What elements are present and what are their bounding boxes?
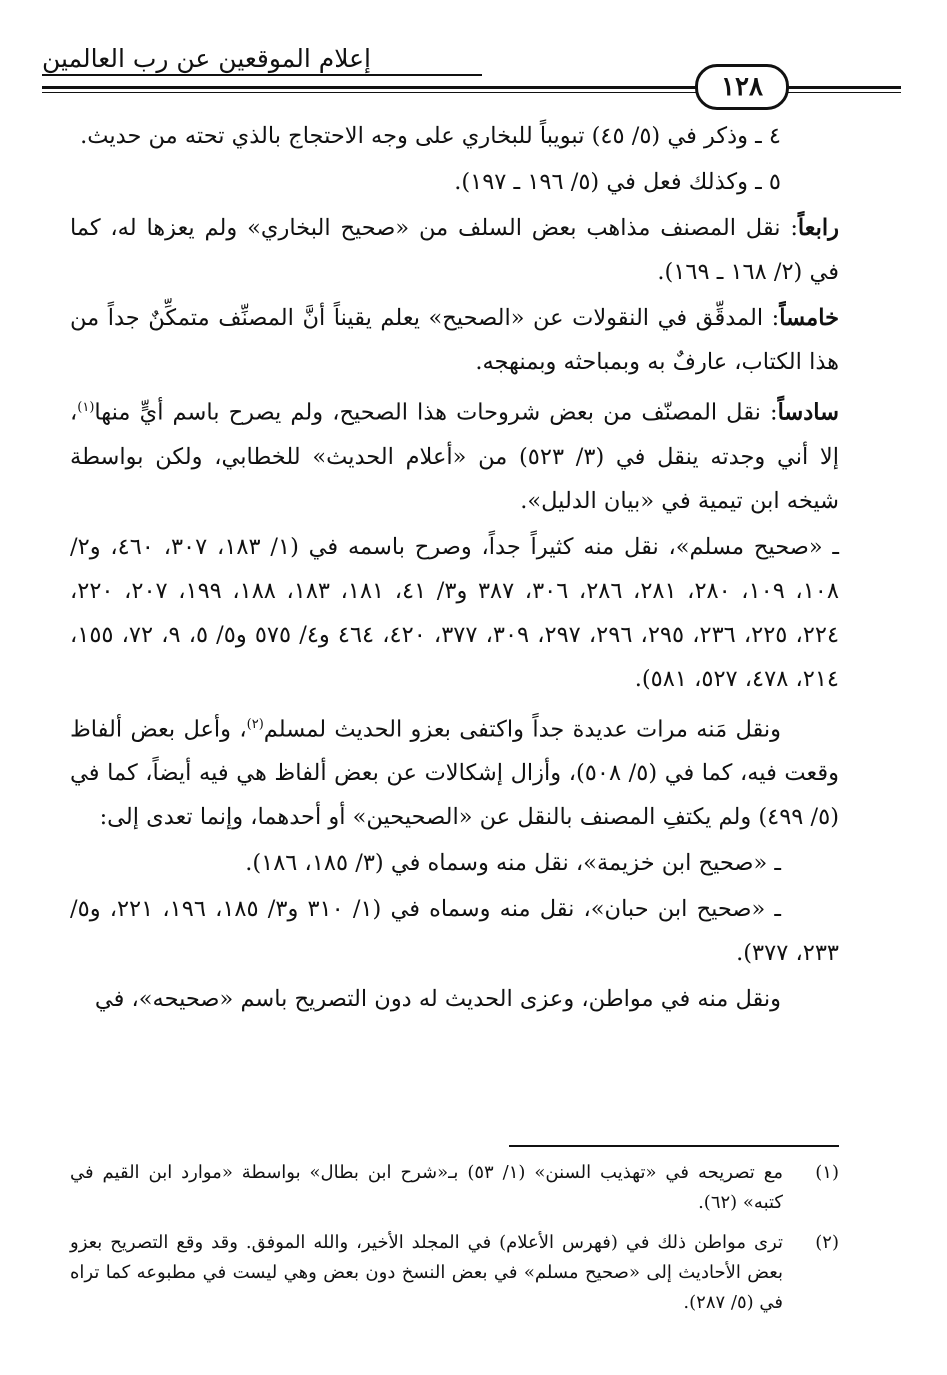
footnote-text: مع تصريحه في «تهذيب السنن» (١/ ٥٣) بـ«شرح ابن بطال» بواسطة «موارد ابن القيم في كتبه» (٦٢). (70, 1162, 783, 1213)
footnote-text: ترى مواطن ذلك في (فهرس الأعلام) في المجلد الأخير، والله الموفق. وقد وقع التصريح بعزو بعض الأحاديث إلى «صحيح مسلم» في بعض النسخ دون بعض وهي ليست في مطبوعه كما تراه في (٥/ ٢٨٧). (70, 1232, 783, 1313)
paragraph-text: ، وأعل بعض ألفاظ وقعت فيه، كما في (٥/ ٥٠٨)، وأزال إشكالات عن بعض ألفاظ هي فيه أيضاً، كما في (٥/ ٤٩٩) ولم يكتفِ المصنف بالنقل عن «الصحيحين» أو أحدهما، وإنما تعدى إلى: (70, 716, 839, 830)
running-title: إعلام الموقعين عن رب العالمين (42, 44, 372, 73)
footnote (70, 1228, 839, 1318)
paragraph (70, 386, 839, 523)
footnote-number: (٢) (815, 1232, 839, 1253)
paragraph (70, 296, 839, 384)
paragraph-text: ونقل مَنه مرات عديدة جداً واكتفى بعزو الحديث لمسلم (263, 716, 781, 742)
paragraph: ٥ ـ وكذلك فعل في (٥/ ١٩٦ ـ ١٩٧). (454, 169, 781, 195)
footnote-ref[interactable]: (١) (77, 400, 95, 415)
main-text (70, 114, 839, 1023)
paragraph-text: : نقل المصنف مذاهب بعض السلف من «صحيح البخاري» ولم يعزها له، كما في (٢/ ١٦٨ ـ ١٦٩). (70, 215, 839, 285)
paragraph (70, 206, 839, 294)
paragraph-text: : نقل المصنّف من بعض شروحات هذا الصحيح، ولم يصرح باسم أيٍّ منها (94, 399, 778, 426)
paragraph: ـ «صحيح ابن خزيمة»، نقل منه وسماه في (٣/ ١٨٥، ١٨٦). (245, 850, 781, 876)
page-number: ١٢٨ (695, 64, 789, 110)
footnote-separator (509, 1145, 839, 1147)
paragraph-text: ، إلا أني وجدته ينقل في (٣/ ٥٢٣) من «أعلام الحديث» للخطابي، ولكن بواسطة شيخه ابن تيمية في «بيان الدليل». (70, 399, 840, 514)
section-label: خامساً (779, 305, 839, 331)
paragraph: ونقل منه في مواطن، وعزى الحديث له دون التصريح باسم «صحيحه»، في (94, 986, 781, 1012)
paragraph (70, 703, 839, 840)
footnote-ref[interactable]: (٢) (246, 716, 264, 732)
paragraph: ٤ ـ وذكر في (٥/ ٤٥) تبويباً للبخاري على وجه الاحتجاج بالذي تحته من حديث. (80, 123, 781, 149)
paragraph: ـ «صحيح مسلم»، نقل منه كثيراً جداً، وصرح باسمه في (١/ ١٨٣، ٣٠٧، ٤٦٠، و٢/ ١٠٨، ١٠٩، ٢٨٠، ٢٨١، ٢٨٦، ٣٠٦، ٣٨٧ و٣/ ٤١، ١٨١، ١٨٣، ١٨٨، ١٩٩، ٢٠٧، ٢٢٠، ٢٢٤، ٢٢٥، ٢٣٦، ٢٩٥، ٢٩٦، ٢٩٧، ٣٠٩، ٣٧٧، ٤٢٠، ٤٦٤ و٤/ ٥٧٥ و٥/ ٥، ٩، ٧٢، ١٥٥، ٢١٤، ٤٧٨، ٥٢٧، ٥٨١). (70, 533, 840, 692)
footnotes (70, 1158, 839, 1328)
footnote (70, 1158, 839, 1218)
section-label: سادساً (777, 399, 839, 426)
header-rule (42, 74, 482, 76)
section-label: رابعاً (797, 215, 839, 241)
page-header (42, 40, 901, 110)
paragraph-text: : المدقِّق في النقولات عن «الصحيح» يعلم يقيناً أنَّ المصنِّف متمكِّنٌ جداً من هذا الكتاب، عارفٌ به وبمباحثه وبمنهجه. (70, 305, 839, 375)
paragraph: ـ «صحيح ابن حبان»، نقل منه وسماه في (١/ ٣١٠ و٣/ ١٨٥، ١٩٦، ٢٢١، و٥/ ٢٣٣، ٣٧٧). (70, 896, 839, 966)
footnote-number: (١) (815, 1162, 839, 1183)
